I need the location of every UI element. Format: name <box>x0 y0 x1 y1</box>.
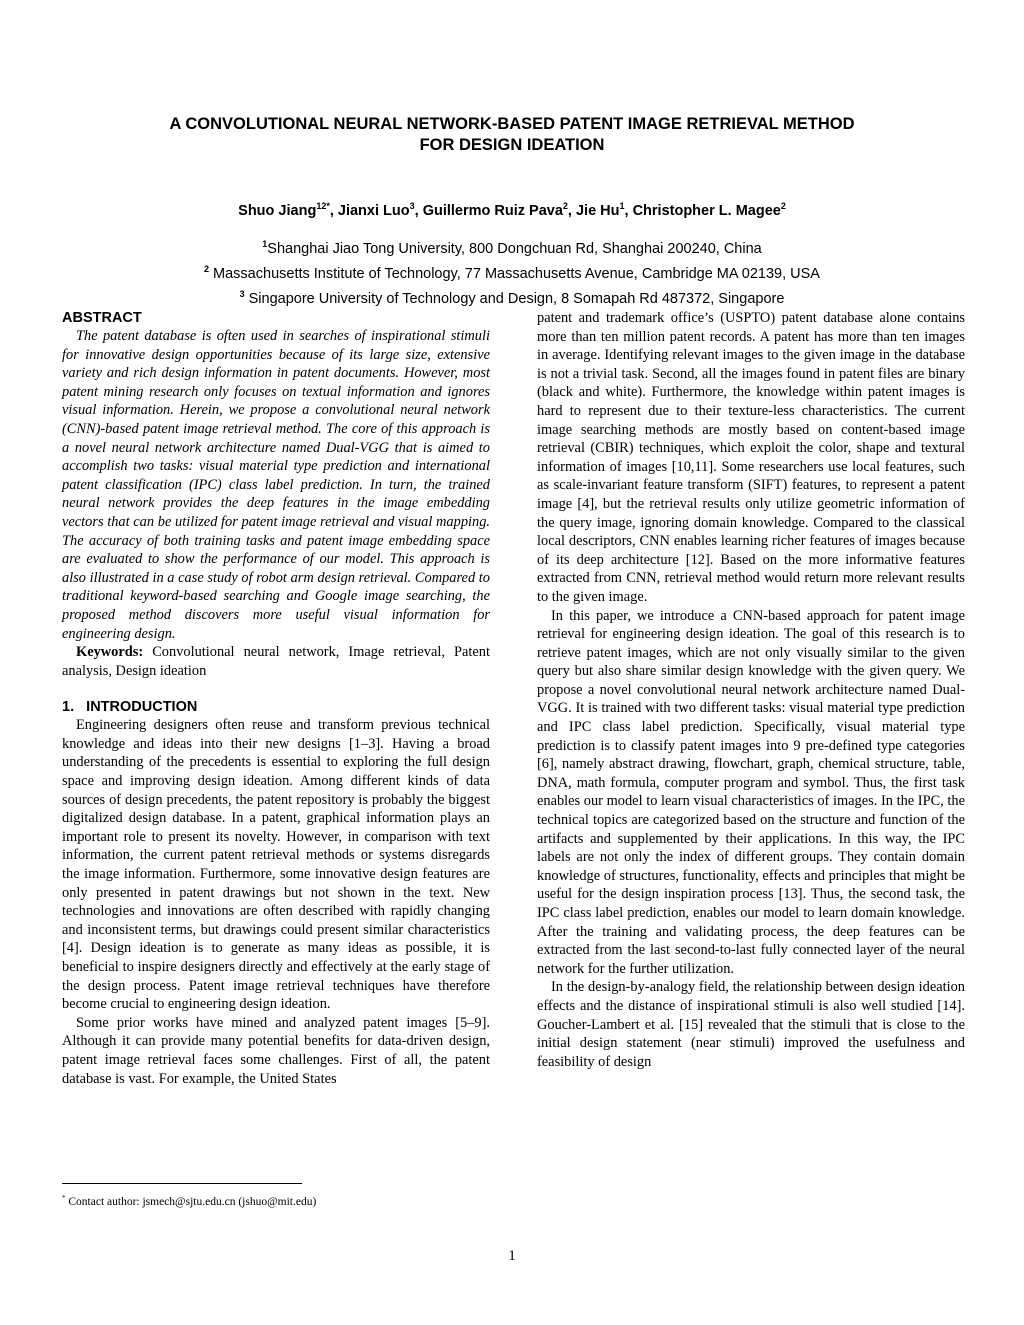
intro-paragraph-1: Engineering designers often reuse and transform previous technical knowledge and ideas into their new designs [1–3]. Having a broad understanding of the precedents is essential to exploring the full design space and improving design ideation. Among different kinds of data sources of design precedents, the patent repository is probably the biggest digitalized design database. In a patent, graphical information plays an important role to present its novelty. However, in comparison with text information, the current patent retrieval methods or systems disregards the image information. Furthermore, some innovative design features are only presented in patent drawings but not shown in the text. New technologies and innovations are often described with rapidly changing and inconsistent terms, but drawings could present similar characteristics [4]. Design ideation is to generate as many ideas as possible, it is beneficial to inspire designers directly and effectively at the early stage of the design process. Patent image retrieval techniques have therefore become crucial to engineering design ideation. <box>62 717 490 1013</box>
right-paragraph-2: In this paper, we introduce a CNN-based approach for patent image retrieval for engineering design ideation. The goal of this research is to retrieve patent images, which are not only visually similar to the given query but also share similar design knowledge with the given query. We propose a novel convolutional neural network architecture named Dual-VGG. It is trained with two different tasks: visual material type prediction and IPC class label prediction. Specifically, visual material type prediction is to classify patent images into 9 pre-defined type categories [6], namely abstract drawing, flowchart, graph, chemical structure, table, DNA, math formula, computer program and symbol. Thus, the first task enables our model to learn visual characteristics of images. In the IPC, the technical topics are categorized based on the structure and function of the artifacts and supplemented by their applications. In this way, the IPC labels are not only the index of different groups. They contain domain knowledge of structures, functionality, effects and principles that might be useful for the design inspiration process [13]. Thus, the second task, the IPC class label prediction, enables our model to learn domain knowledge. After the training and validating process, the deep features can be extracted from the last second-to-last fully connected layer of the neural network for the further utilization. <box>537 607 965 977</box>
paper-title <box>0 114 1024 156</box>
keywords-text: Convolutional neural network, Image retrieval, Patent analysis, Design ideation <box>62 644 490 679</box>
introduction-heading: 1. INTRODUCTION <box>62 699 198 716</box>
footnote-marker: * <box>62 1194 66 1202</box>
intro-paragraph-2: Some prior works have mined and analyzed patent images [5–9]. Although it can provide many potential benefits for data-driven design, patent image retrieval faces some challenges. First of all, the patent database is vast. For example, the United States <box>62 1014 490 1087</box>
title-line-2: FOR DESIGN IDEATION <box>419 136 605 154</box>
author: Guillermo Ruiz Pava$^2$, <box>422 201 576 219</box>
right-paragraph-1: patent and trademark office’s (USPTO) patent database alone contains more than ten million patent records. A patent has more than ten images in average. Identifying relevant images to the given image in the database is not a trivial task. Second, all the images found in patent files are binary (black and white). Furthermore, the knowledge within patent images is hard to represent due to their texture-less characteristics. The current image searching methods are mostly based on content-based image retrieval (CBIR) techniques, which exploit the color, shape and textural information of images [10,11]. Some researchers use local features, such as scale-invariant feature transform (SIFT) features, to represent a patent image [4], but the retrieval results only utilize geometric information of the query image, ignoring domain knowledge. Compared to the classical local descriptors, CNN enables learning richer features of images because of its deep architecture [12]. Based on the more informative features extracted from CNN, retrieval method would return more relevant results to the given image. <box>537 310 965 605</box>
affiliation: $^2$ Massachusetts Institute of Technology, 77 Massachusetts Avenue, Cambridge MA 02139, USA <box>204 263 820 282</box>
footnote-divider <box>62 1183 302 1184</box>
affiliation: $^1$Shanghai Jiao Tong University, 800 Dongchuan Rd, Shanghai 200240, China <box>262 239 762 257</box>
right-column <box>537 309 965 1071</box>
right-paragraph-3: In the design-by-analogy field, the relationship between design ideation effects and the distance of inspirational stimuli is also well studied [14]. Goucher-Lambert et al. [15] revealed that the stimuli that is close to the initial design statement (near stimuli) improved the usefulness and feasibility of design <box>537 979 965 1070</box>
author: Jianxi Luo$^3$, <box>337 201 423 219</box>
footnote <box>62 1191 316 1209</box>
author: Jie Hu$^1$, <box>575 201 633 219</box>
abstract-heading: ABSTRACT <box>62 310 142 326</box>
keywords <box>62 643 490 680</box>
affiliation: $^3$ Singapore University of Technology and Design, 8 Somapah Rd 487372, Singapore <box>239 288 785 307</box>
author: Shuo Jiang$^{12*}$, <box>238 201 338 219</box>
author-list <box>0 196 1024 221</box>
footnote-text: Contact author: jsmech@sjtu.edu.cn (jshuo@mit.edu) <box>65 1195 317 1208</box>
keywords-label: Keywords: <box>76 644 144 661</box>
left-column <box>62 309 490 1088</box>
title-line-1: A CONVOLUTIONAL NEURAL NETWORK-BASED PATENT IMAGE RETRIEVAL METHOD <box>169 115 855 133</box>
affiliation-list <box>0 234 1024 308</box>
author: Christopher L. Magee$^2$ <box>632 201 786 219</box>
abstract-text: The patent database is often used in searches of inspirational stimuli for innovative design opportunities because of its large size, extensive variety and rich design information in patent documents. However, most patent mining research only focuses on textual information and ignores visual information. Herein, we propose a convolutional neural network (CNN)-based patent image retrieval method. The core of this approach is a novel neural network architecture named Dual-VGG that is aimed to accomplish two tasks: visual material type prediction and international patent classification (IPC) class label prediction. In turn, the trained neural network provides the deep features in the image embedding vectors that can be utilized for patent image retrieval and visual mapping. The accuracy of both training tasks and patent image embedding space are evaluated to show the performance of our model. This approach is also illustrated in a case study of robot arm design retrieval. Compared to traditional keyword-based searching and Google image searching, the proposed method discovers more useful visual information for engineering design. <box>62 328 490 642</box>
page-number: 1 <box>508 1248 516 1264</box>
